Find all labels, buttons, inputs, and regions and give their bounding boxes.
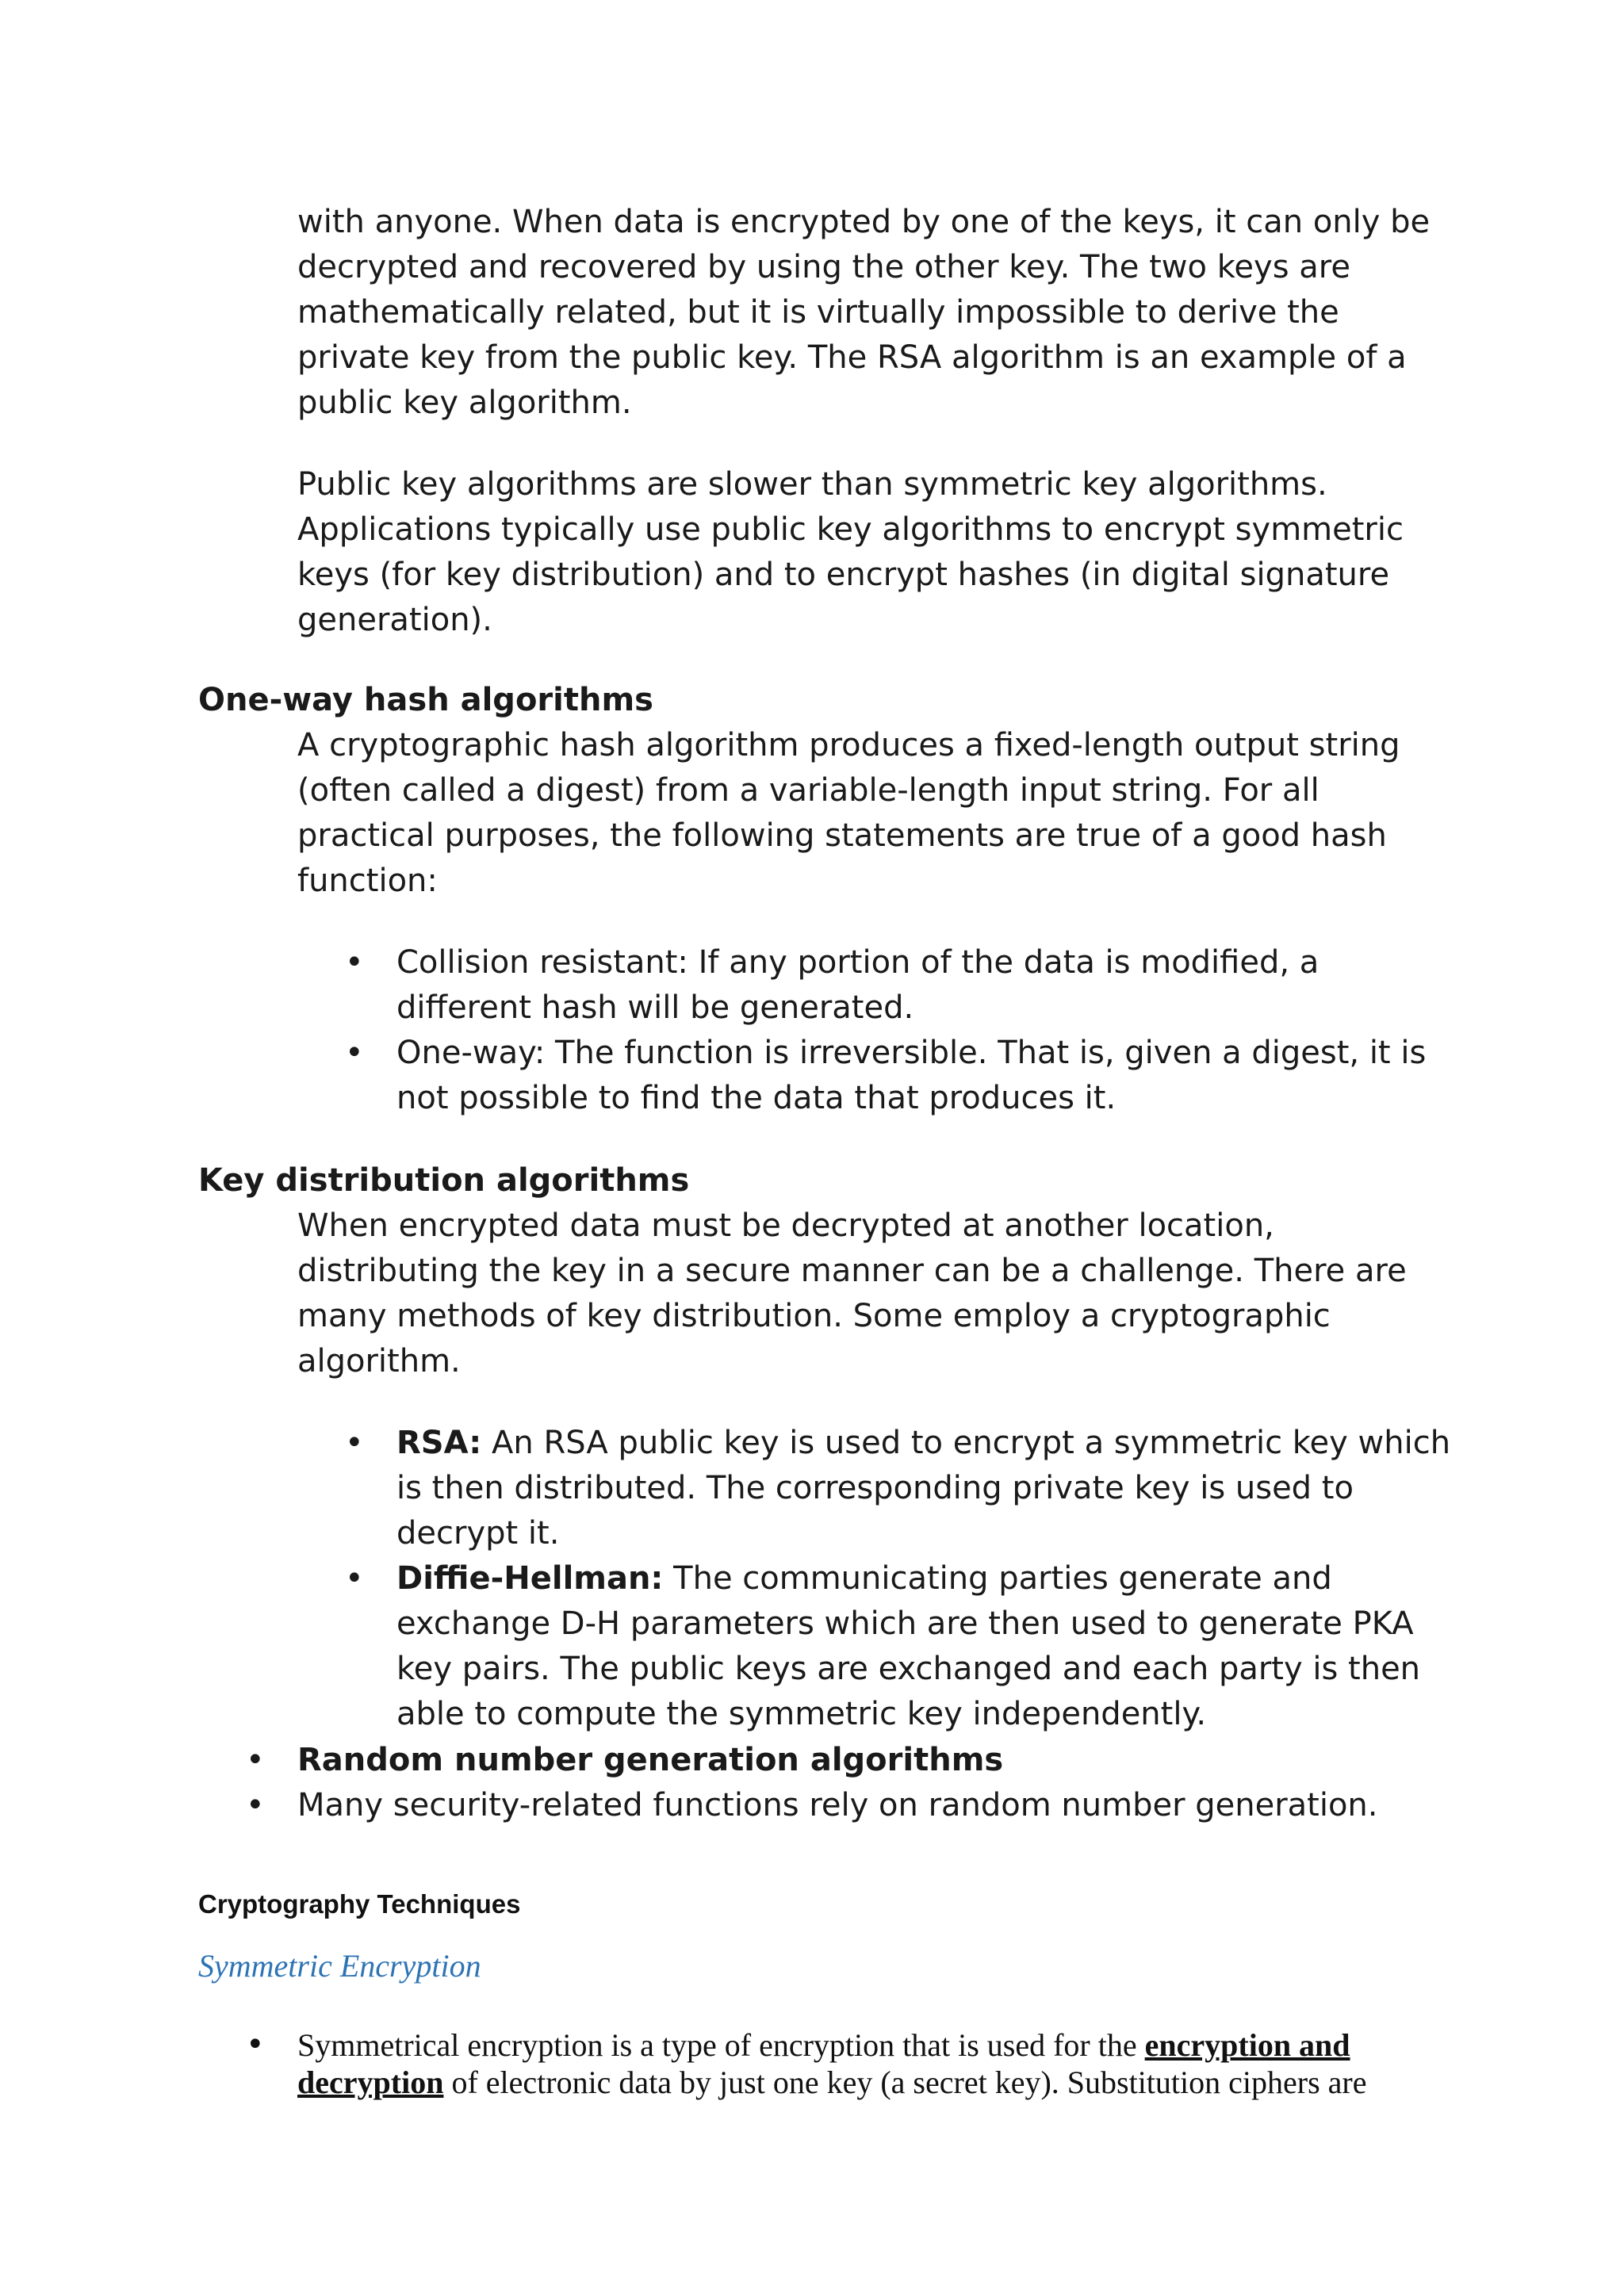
keydist-paragraph: When encrypted data must be decrypted at another location, distributing the key in a secure manner can be a challenge. There are many methods of key distribution. Some employ a cryptographic algorithm. [297, 1207, 1407, 1380]
emphasis-text: encryption and decryption [297, 2027, 1350, 2100]
rng-text: Many security-related functions rely on random number generation. [297, 1787, 1378, 1823]
hash-paragraph: A cryptographic hash algorithm produces a fixed-length output string (often called a digest) from a variable-length input string. For all practical purposes, the following statements are true of a good hash function: [297, 727, 1400, 899]
rng-heading: Random number generation algorithms [297, 1742, 1004, 1778]
hash-heading: One-way hash algorithms [198, 682, 653, 718]
bullet-icon: • [345, 1035, 364, 1071]
list-item: • One-way: The function is irreversible. That is, given a digest, it is not possible to find the data that produces it. [396, 1031, 1451, 1121]
bullet-icon: • [246, 1787, 265, 1823]
list-item [246, 1738, 1455, 1783]
term-diffie-hellman: Diffie-Hellman: [396, 1560, 664, 1597]
keydist-heading: Key distribution algorithms [198, 1162, 690, 1199]
list-item: • RSA: An RSA public key is used to encrypt a symmetric key which is then distributed. The corresponding private key is used to decrypt it. [396, 1421, 1451, 1556]
term-rsa: RSA: [396, 1425, 482, 1461]
intro-paragraph-1: with anyone. When data is encrypted by one of the keys, it can only be decrypted and recovered by using the other key. The two keys are mathematically related, but it is virtually impossible to derive the private key from the public key. The RSA algorithm is an example of a public key algorithm. [297, 204, 1431, 421]
bullet-icon: • [246, 2026, 265, 2063]
list-item: • Symmetrical encryption is a type of encryption that is used for the encryption and decryption of electronic data by just one key (a secret key). Substitution ciphers are [246, 2026, 1367, 2100]
keydist-methods-list [345, 1421, 1451, 1737]
bullet-icon: • [246, 1742, 265, 1778]
rng-list [246, 1738, 1455, 1828]
list-item: • Collision resistant: If any portion of the data is modified, a different hash will be generated. [396, 940, 1451, 1031]
bullet-icon: • [345, 1560, 364, 1597]
intro-paragraph-2: Public key algorithms are slower than symmetric key algorithms. Applications typically use public key algorithms to encrypt symmetric keys (for key distribution) and to encrypt hashes (in digital signature generation). [297, 466, 1404, 638]
list-item: • Diffie-Hellman: The communicating parties generate and exchange D-H parameters which are then used to generate PKA key pairs. The public keys are exchanged and each party is then able to compute the symmetric key independently. [396, 1556, 1451, 1737]
symmetric-encryption-heading: Symmetric Encryption [198, 1948, 481, 1984]
symmetric-list [246, 2026, 1439, 2101]
list-item [246, 1783, 1455, 1828]
hash-properties-list [345, 940, 1451, 1121]
techniques-heading: Cryptography Techniques [198, 1889, 521, 1919]
bullet-icon: • [345, 1425, 364, 1461]
bullet-icon: • [345, 944, 364, 981]
